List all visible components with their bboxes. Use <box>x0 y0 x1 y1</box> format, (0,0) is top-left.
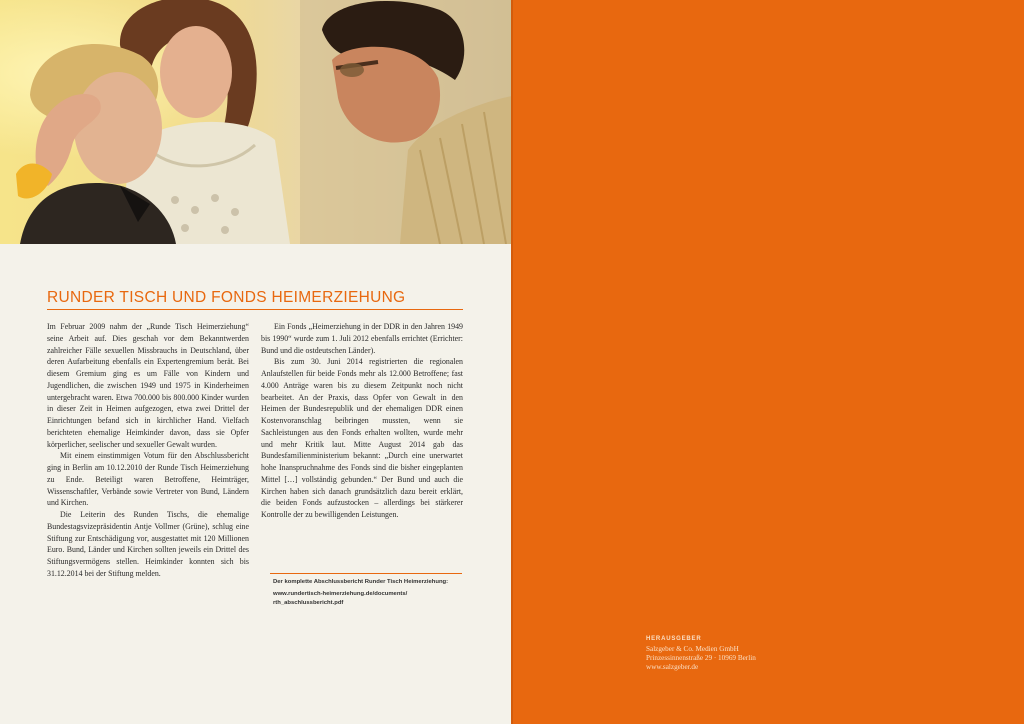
paragraph: Mit einem einstimmigen Votum für den Abschlussbericht ging in Berlin am 10.12.2010 der Runde Tisch Heimerziehung zu Ende. Beteiligt waren Betroffene, Heimträger, Wissenschaftler, Verbände sowie Vertreter von Bund, Ländern und Kirchen. <box>47 451 249 508</box>
film-still-photo <box>0 0 512 244</box>
source-link[interactable]: www.rundertisch-heimerziehung.de/documents/ <box>273 591 408 597</box>
publisher-info <box>646 636 906 672</box>
text-column-left <box>47 321 249 580</box>
note-rule <box>270 573 462 574</box>
source-note <box>273 578 463 608</box>
right-page <box>512 0 1024 724</box>
source-link-continued[interactable]: rth_abschlussbericht.pdf <box>273 600 344 606</box>
paragraph: Bis zum 30. Juni 2014 registrierten die regionalen Anlaufstellen für beide Fonds mehr als 12.000 Betroffene; fast 4.000 Anträge waren bis zu diesem Zeitpunkt noch nicht bearbeitet. An der Praxis, dass Opfer von Gewalt in den Heimen der Bundesrepublik und der ehemaligen DDR einen Kostenvoranschlag beibringen mussten, wenn sie Sachleistungen aus den Fonds erhalten wollten, wurde mehr und mehr Kritik laut. Mitte August 2014 gab das Bundesfamilienministerium bekannt: „Durch eine unerwartet hohe Inanspruchnahme des Fonds sind die bisher eingeplanten Mittel […] vollständig gebunden.“ Der Bund und auch die Kirchen haben sich danach grundsätzlich dazu bereit erklärt, die beiden Fonds aufzustocken – allerdings bei stärkerer Kontrolle der zu bewilligenden Leistungen. <box>261 357 463 519</box>
article-heading: RUNDER TISCH UND FONDS HEIMERZIEHUNG <box>47 289 406 306</box>
text-column-right <box>261 321 463 521</box>
paragraph: Ein Fonds „Heimerziehung in der DDR in den Jahren 1949 bis 1990“ wurde zum 1. Juli 2012 ebenfalls errichtet (Errichter: Bund und die ostdeutschen Länder). <box>261 322 463 355</box>
publisher-label: HERAUSGEBER <box>646 636 702 642</box>
spine-shadow <box>511 0 513 724</box>
heading-rule <box>47 309 463 310</box>
publisher-address: Prinzessinnenstraße 29 · 10969 Berlin <box>646 654 756 662</box>
paragraph: Im Februar 2009 nahm der „Runde Tisch Heimerziehung“ seine Arbeit auf. Dies geschah vor dem Bekanntwerden zahlreicher Fälle sexuellen Missbrauchs in Deutschland, über deren Aufarbeitung ebenfalls ein Expertengremium berät. Bei diesem Gremium ging es um Fälle von Kindern und Jugendlichen, die zwischen 1949 und 1975 in Kinderheimen untergebracht waren. Etwa 700.000 bis 800.000 Kinder wurden in dieser Zeit in Heimen aufgezogen, etwa zwei Drittel der Einrichtungen befand sich in kirchlicher Hand. Vielfach berichteten ehemalige Heimkinder davon, dass sie Opfer körperlicher, seelischer und sexueller Gewalt wurden. <box>47 322 249 449</box>
publisher-website[interactable]: www.salzgeber.de <box>646 663 699 671</box>
source-note-label: Der komplette Abschlussbericht Runder Tisch Heimerziehung: <box>273 579 449 585</box>
paragraph: Die Leiterin des Runden Tischs, die ehemalige Bundestagsvizepräsidentin Antje Vollmer (Grüne), schlug eine Stiftung zur Entschädigung vor, ausgestattet mit 120 Millionen Euro. Bund, Länder und Kirchen sollten jeweils ein Drittel des Stiftungsvermögens stellen. Heimkinder konnten sich bis 31.12.2014 bei der Stiftung melden. <box>47 510 249 578</box>
publisher-company: Salzgeber & Co. Medien GmbH <box>646 645 739 653</box>
